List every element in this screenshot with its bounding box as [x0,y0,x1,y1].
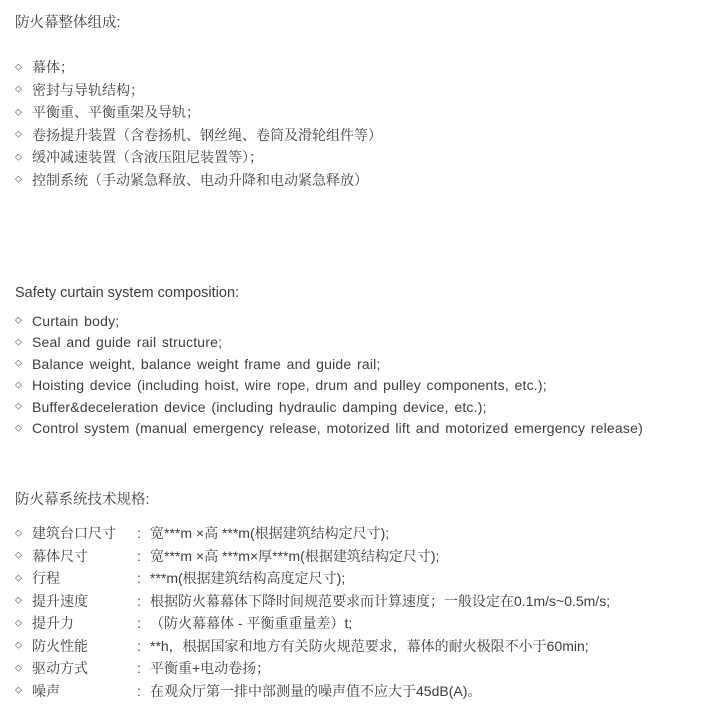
spec-row [15,635,722,658]
spec-label: 幕体尺寸 [32,547,88,564]
spec-colon: : [137,615,141,632]
diamond-bullet-icon: ◇ [15,61,22,72]
diamond-bullet-icon: ◇ [15,106,22,117]
spec-label: 噪声 [32,682,60,699]
spec-value: ***m(根据建筑结构高度定尺寸); [150,570,346,587]
section-title-cn-specs: 防火幕系统技术规格: [15,492,150,508]
spec-label: 防火性能 [32,637,88,654]
diamond-bullet-icon: ◇ [15,314,22,325]
list-item-text: Control system (manual emergency release, motorized lift and motorized emergency release) [32,420,643,437]
spec-value: 根据防火幕幕体下降时间规范要求而计算速度；一般设定在0.1m/s~0.5m/s; [150,592,611,609]
list-item [15,101,722,124]
diamond-bullet-icon: ◇ [15,357,22,368]
spec-colon: : [137,570,141,587]
en-composition-list [15,310,722,439]
spec-row [15,545,722,568]
diamond-bullet-icon: ◇ [15,336,22,347]
list-item-text: 平衡重、平衡重架及导轨； [32,104,200,121]
list-item-text: Hoisting device (including hoist, wire rope, drum and pulley components, etc.); [32,377,547,394]
list-item [15,418,722,440]
spec-table [15,522,722,702]
diamond-bullet-icon: ◇ [15,379,22,390]
spec-colon: : [137,525,141,542]
section-title-en-composition: Safety curtain system composition: [15,285,240,301]
list-item [15,124,722,147]
list-item [15,79,722,102]
spec-value: 宽***m ×高 ***m×厚***m(根据建筑结构定尺寸); [150,547,440,564]
diamond-bullet-icon: ◇ [15,639,22,650]
list-item-text: 卷扬提升装置（含卷扬机、钢丝绳、卷筒及滑轮组件等） [32,126,382,143]
spec-value: 宽***m ×高 ***m(根据建筑结构定尺寸); [150,525,390,542]
diamond-bullet-icon: ◇ [15,527,22,538]
list-item [15,353,722,375]
spec-colon: : [137,660,141,677]
diamond-bullet-icon: ◇ [15,662,22,673]
diamond-bullet-icon: ◇ [15,594,22,605]
diamond-bullet-icon: ◇ [15,549,22,560]
spec-value: 在观众厅第一排中部测量的噪声值不应大于45dB(A)。 [150,682,482,699]
diamond-bullet-icon: ◇ [15,684,22,695]
diamond-bullet-icon: ◇ [15,128,22,139]
section-title-cn-composition: 防火幕整体组成: [15,15,121,31]
list-item [15,146,722,169]
section-cn-specs [15,490,722,702]
spec-row [15,522,722,545]
diamond-bullet-icon: ◇ [15,572,22,583]
spec-label: 提升力 [32,615,74,632]
list-item [15,396,722,418]
diamond-bullet-icon: ◇ [15,83,22,94]
spec-value: **h，根据国家和地方有关防火规范要求，幕体的耐火极限不小于60min; [150,637,589,654]
spec-label: 行程 [32,570,60,587]
spec-label: 建筑台口尺寸 [32,525,116,542]
list-item-text: 控制系统（手动紧急释放、电动升降和电动紧急释放） [32,171,368,188]
spec-row [15,657,722,680]
list-item-text: 幕体； [32,59,74,76]
spec-row [15,590,722,613]
spec-colon: : [137,547,141,564]
list-item-text: Curtain body; [32,312,120,329]
list-item-text: 密封与导轨结构； [32,81,144,98]
spec-colon: : [137,682,141,699]
cn-composition-list [15,56,722,191]
diamond-bullet-icon: ◇ [15,400,22,411]
section-en-composition [15,283,722,439]
spec-label: 驱动方式 [32,660,88,677]
list-item-text: Seal and guide rail structure; [32,334,223,351]
list-item [15,56,722,79]
spec-row [15,680,722,703]
list-item-text: Buffer&deceleration device (including hydraulic damping device, etc.); [32,398,487,415]
list-item [15,310,722,332]
diamond-bullet-icon: ◇ [15,422,22,433]
diamond-bullet-icon: ◇ [15,617,22,628]
spec-value: 平衡重+电动卷扬； [150,660,271,677]
spec-value: （防火幕幕体 - 平衡重重量差）t; [150,615,353,632]
spec-row [15,612,722,635]
spec-row [15,567,722,590]
diamond-bullet-icon: ◇ [15,151,22,162]
list-item [15,332,722,354]
section-cn-composition [15,13,722,191]
list-item [15,375,722,397]
spec-colon: : [137,637,141,654]
spec-label: 提升速度 [32,592,88,609]
list-item-text: 缓冲减速装置（含液压阻尼装置等）； [32,149,263,166]
spec-colon: : [137,592,141,609]
list-item [15,169,722,192]
diamond-bullet-icon: ◇ [15,173,22,184]
list-item-text: Balance weight, balance weight frame and guide rail; [32,355,381,372]
